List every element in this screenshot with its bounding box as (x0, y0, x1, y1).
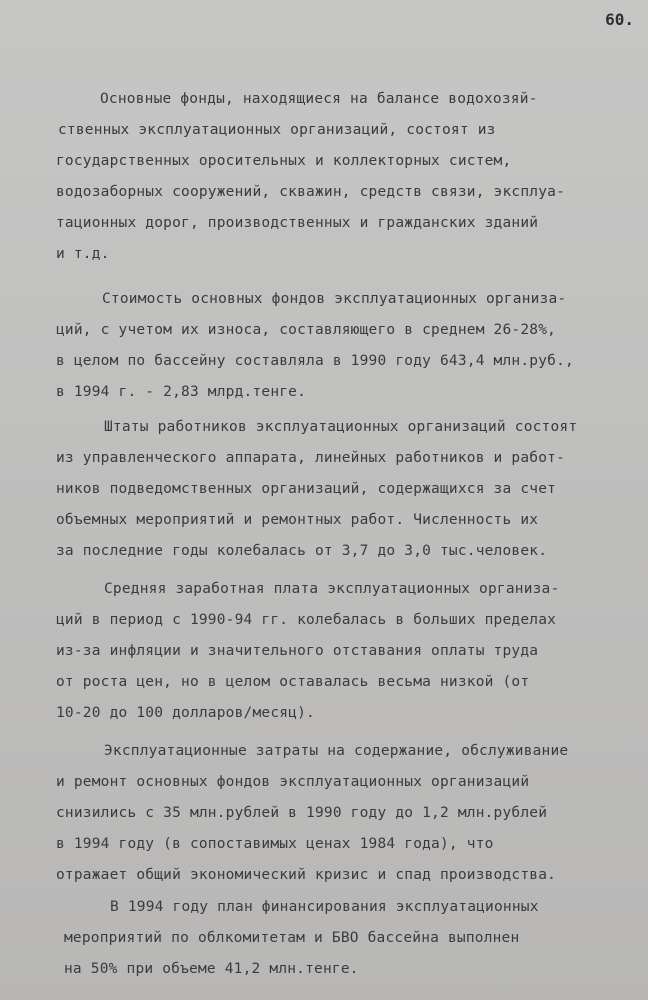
text-line: снизились с 35 млн.рублей в 1990 году до 1,2 млн.рублей (56, 805, 548, 821)
text-line: водозаборных сооружений, скважин, средств связи, эксплуа- (56, 184, 565, 200)
text-line: и т.д. (56, 246, 110, 262)
text-line: Стоимость основных фондов эксплуатационных организа- (102, 291, 567, 307)
text-line: государственных оросительных и коллекторных систем, (56, 153, 512, 169)
text-line: из управленческого аппарата, линейных работников и работ- (56, 450, 565, 466)
text-line: 10-20 до 100 долларов/месяц). (56, 705, 315, 721)
page-number: 60. (605, 10, 634, 29)
text-line: в целом по бассейну составляла в 1990 году 643,4 млн.руб., (56, 353, 574, 369)
text-line: Основные фонды, находящиеся на балансе водохозяй- (100, 91, 538, 107)
text-line: В 1994 году план финансирования эксплуатационных (110, 899, 539, 915)
text-line: Штаты работников эксплуатационных организаций состоят (104, 419, 578, 435)
text-line: Эксплуатационные затраты на содержание, обслуживание (104, 743, 569, 759)
text-line: Средняя заработная плата эксплуатационных организа- (104, 581, 560, 597)
text-line: ций в период с 1990-94 гг. колебалась в больших пределах (56, 612, 557, 628)
text-line: в 1994 году (в сопоставимых ценах 1984 года), что (56, 836, 494, 852)
text-line: и ремонт основных фондов эксплуатационных организаций (56, 774, 530, 790)
text-line: от роста цен, но в целом оставалась весьма низкой (от (56, 674, 530, 690)
text-line: мероприятий по облкомитетам и БВО бассейна выполнен (64, 930, 520, 946)
text-line: ций, с учетом их износа, составляющего в среднем 26-28%, (56, 322, 557, 338)
text-line: отражает общий экономический кризис и спад производства. (56, 867, 557, 883)
text-line: в 1994 г. - 2,83 млрд.тенге. (56, 384, 307, 400)
text-line: объемных мероприятий и ремонтных работ. Численность их (56, 512, 539, 528)
text-line: на 50% при объеме 41,2 млн.тенге. (64, 961, 359, 977)
text-line: ников подведомственных организаций, содержащихся за счет (56, 481, 557, 497)
text-line: за последние годы колебалась от 3,7 до 3,0 тыс.человек. (56, 543, 548, 559)
text-line: тационных дорог, производственных и гражданских зданий (56, 215, 539, 231)
text-line: ственных эксплуатационных организаций, состоят из (58, 122, 496, 138)
text-line: из-за инфляции и значительного отставания оплаты труда (56, 643, 539, 659)
